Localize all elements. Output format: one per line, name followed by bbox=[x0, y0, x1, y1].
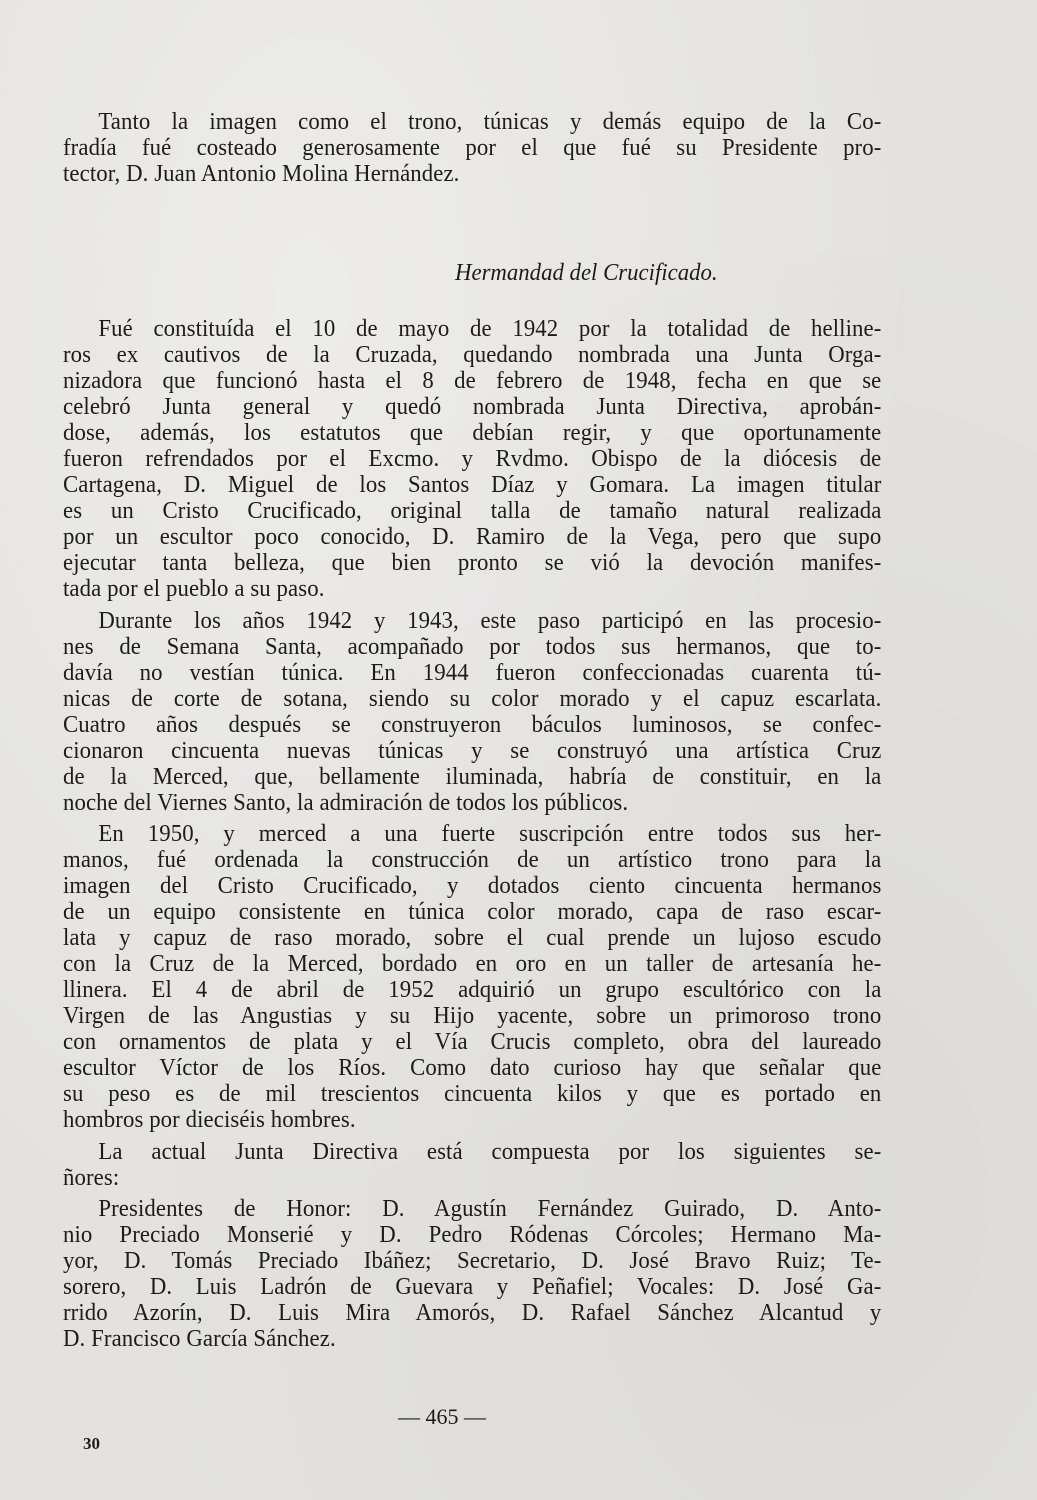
page-number: — 465 — bbox=[398, 1404, 486, 1429]
text-line: Presidentes de Honor: D. Agustín Fernández Guirado, D. Anto- bbox=[98, 1195, 882, 1222]
section-heading: Hermandad del Crucificado. bbox=[455, 259, 718, 286]
text-line: lata y capuz de raso morado, sobre el cual prende un lujoso escudo bbox=[63, 924, 882, 951]
text-line: llinera. El 4 de abril de 1952 adquirió un grupo escultórico con la bbox=[63, 976, 882, 1003]
text-line: nicas de corte de sotana, siendo su color morado y el capuz escarlata. bbox=[63, 685, 882, 712]
signature-mark: 30 bbox=[83, 1434, 100, 1453]
text-line: yor, D. Tomás Preciado Ibáñez; Secretario, D. José Bravo Ruiz; Te- bbox=[63, 1247, 882, 1274]
text-line: con la Cruz de la Merced, bordado en oro en un taller de artesanía he- bbox=[63, 950, 882, 977]
text-line: ros ex cautivos de la Cruzada, quedando nombrada una Junta Orga- bbox=[63, 341, 882, 368]
text-line: es un Cristo Crucificado, original talla de tamaño natural realizada bbox=[63, 497, 882, 524]
text-line: D. Francisco García Sánchez. bbox=[63, 1325, 336, 1352]
text-line: noche del Viernes Santo, la admiración de todos los públicos. bbox=[63, 789, 629, 816]
text-line: ejecutar tanta belleza, que bien pronto se vió la devoción manifes- bbox=[63, 549, 882, 576]
text-line: manos, fué ordenada la construcción de un artístico trono para la bbox=[63, 846, 882, 873]
text-line: rrido Azorín, D. Luis Mira Amorós, D. Rafael Sánchez Alcantud y bbox=[63, 1299, 882, 1326]
text-line: davía no vestían túnica. En 1944 fueron confeccionadas cuarenta tú- bbox=[63, 659, 882, 686]
text-line: Virgen de las Angustias y su Hijo yacente, sobre un primoroso trono bbox=[63, 1002, 882, 1029]
text-line: con ornamentos de plata y el Vía Crucis completo, obra del laureado bbox=[63, 1028, 882, 1055]
text-line: sorero, D. Luis Ladrón de Guevara y Peñafiel; Vocales: D. José Ga- bbox=[63, 1273, 882, 1300]
text-line: La actual Junta Directiva está compuesta por los siguientes se- bbox=[98, 1138, 882, 1165]
text-line: Cartagena, D. Miguel de los Santos Díaz y Gomara. La imagen titular bbox=[63, 471, 882, 498]
text-line: de un equipo consistente en túnica color morado, capa de raso escar- bbox=[63, 898, 882, 925]
text-line: escultor Víctor de los Ríos. Como dato curioso hay que señalar que bbox=[63, 1054, 882, 1081]
text-line: fueron refrendados por el Excmo. y Rvdmo. Obispo de la diócesis de bbox=[63, 445, 882, 472]
text-line: fradía fué costeado generosamente por el que fué su Presidente pro- bbox=[63, 134, 882, 161]
text-line: nizadora que funcionó hasta el 8 de febrero de 1948, fecha en que se bbox=[63, 367, 882, 394]
text-line: de la Merced, que, bellamente iluminada, habría de constituir, en la bbox=[63, 763, 882, 790]
text-line: tada por el pueblo a su paso. bbox=[63, 575, 325, 602]
text-line: ñores: bbox=[63, 1164, 120, 1191]
text-line: Durante los años 1942 y 1943, este paso participó en las procesio- bbox=[98, 607, 882, 634]
text-line: hombros por dieciséis hombres. bbox=[63, 1106, 356, 1133]
text-line: celebró Junta general y quedó nombrada Junta Directiva, aprobán- bbox=[63, 393, 882, 420]
text-line: dose, además, los estatutos que debían regir, y que oportunamente bbox=[63, 419, 882, 446]
text-line: tector, D. Juan Antonio Molina Hernández. bbox=[63, 160, 460, 187]
text-line: Fué constituída el 10 de mayo de 1942 por la totalidad de helline- bbox=[98, 315, 882, 342]
text-line: nio Preciado Monserié y D. Pedro Ródenas Córcoles; Hermano Ma- bbox=[63, 1221, 882, 1248]
text-line: imagen del Cristo Crucificado, y dotados ciento cincuenta hermanos bbox=[63, 872, 882, 899]
text-line: su peso es de mil trescientos cincuenta kilos y que es portado en bbox=[63, 1080, 882, 1107]
text-line: nes de Semana Santa, acompañado por todos sus hermanos, que to- bbox=[63, 633, 882, 660]
text-line: En 1950, y merced a una fuerte suscripción entre todos sus her- bbox=[98, 820, 882, 847]
text-line: Cuatro años después se construyeron báculos luminosos, se confec- bbox=[63, 711, 882, 738]
text-line: cionaron cincuenta nuevas túnicas y se construyó una artística Cruz bbox=[63, 737, 882, 764]
text-line: por un escultor poco conocido, D. Ramiro de la Vega, pero que supo bbox=[63, 523, 882, 550]
text-line: Tanto la imagen como el trono, túnicas y demás equipo de la Co- bbox=[98, 108, 882, 135]
